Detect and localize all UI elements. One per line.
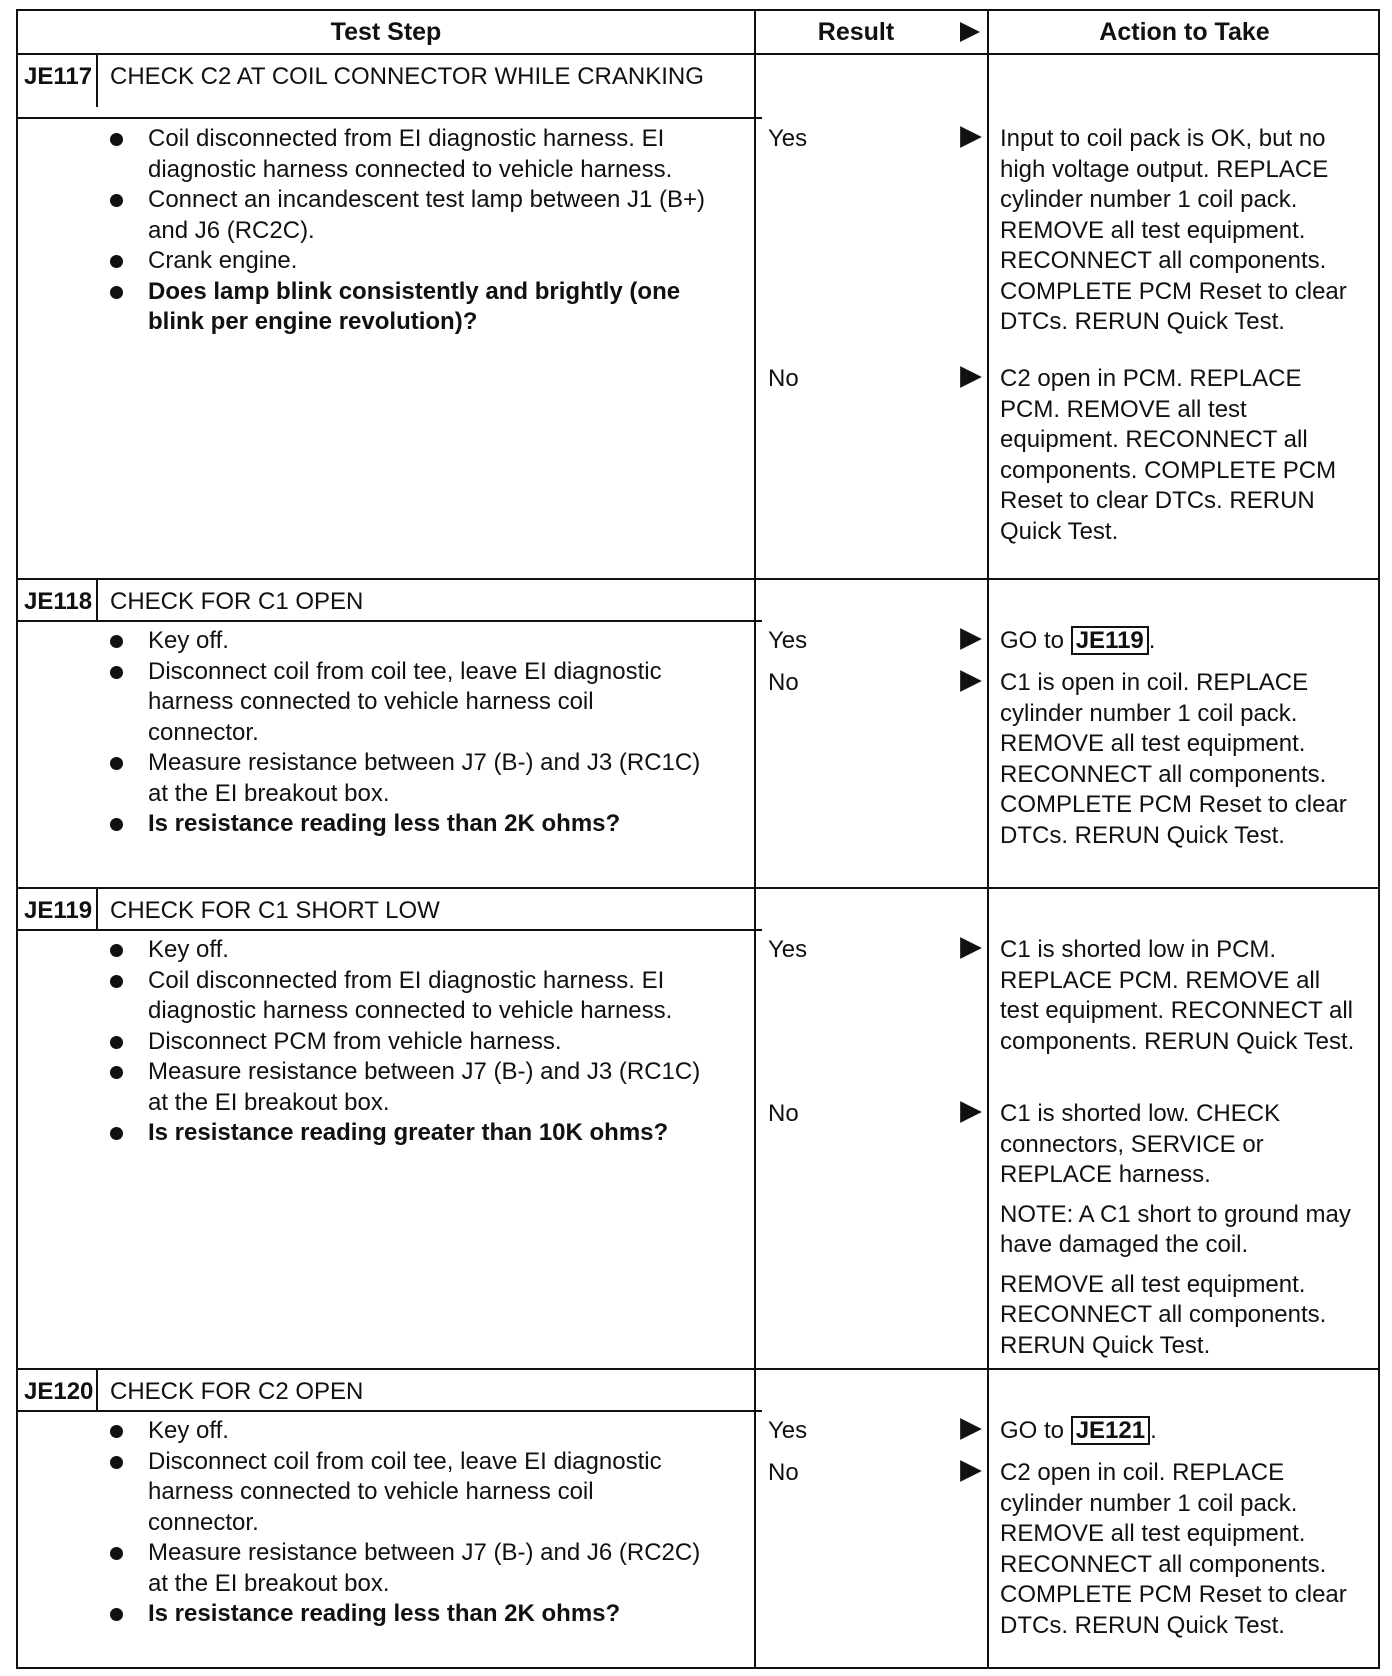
step-id: JE117 <box>18 55 98 107</box>
header-action: Action to Take <box>1099 18 1270 46</box>
arrow-right-icon <box>958 364 984 390</box>
step-instructions <box>106 626 706 840</box>
goto-link-je121[interactable]: JE121 <box>1071 1416 1150 1445</box>
action-text: C1 is shorted low. CHECK connectors, SERVICE or REPLACE harness. NOTE: A C1 short to ground may have damaged the coil. REMOVE all test equipment. RECONNECT all components. RERUN Quick Test. <box>1000 1100 1351 1359</box>
action-text: C1 is open in coil. REPLACE cylinder number 1 coil pack. REMOVE all test equipment. RECONNECT all components. COMPLETE PCM Reset to clear DTCs. RERUN Quick Test. <box>1000 669 1347 849</box>
step-id: JE119 <box>18 889 98 931</box>
instruction-question: Is resistance reading less than 2K ohms? <box>106 809 706 840</box>
result-label: No <box>768 1459 799 1486</box>
arrow-right-icon <box>958 1416 984 1442</box>
instruction-item: Disconnect coil from coil tee, leave EI diagnostic harness connected to vehicle harness coil connector. <box>106 657 706 749</box>
step-id: JE120 <box>18 1370 98 1412</box>
arrow-right-icon <box>958 935 984 961</box>
arrow-right-icon <box>958 1099 984 1125</box>
step-title: CHECK FOR C1 SHORT LOW <box>110 897 440 924</box>
instruction-item: Disconnect PCM from vehicle harness. <box>106 1027 706 1058</box>
action-text: C2 open in PCM. REPLACE PCM. REMOVE all test equipment. RECONNECT all components. COMPLETE PCM Reset to clear DTCs. RERUN Quick Test. <box>1000 365 1337 545</box>
instruction-item: Connect an incandescent test lamp between J1 (B+) and J6 (RC2C). <box>106 185 706 246</box>
instruction-item: Disconnect coil from coil tee, leave EI diagnostic harness connected to vehicle harness coil connector. <box>106 1447 706 1539</box>
action-text: GO to JE121 . <box>1000 1417 1157 1444</box>
instruction-item: Measure resistance between J7 (B-) and J3 (RC1C) at the EI breakout box. <box>106 1057 706 1118</box>
step-title: CHECK FOR C1 OPEN <box>110 588 364 615</box>
step-header <box>18 1370 762 1412</box>
header-test-step: Test Step <box>330 18 442 46</box>
column-divider <box>987 11 989 1667</box>
result-label: No <box>768 1100 799 1127</box>
arrow-right-icon <box>958 668 984 694</box>
step-id: JE118 <box>18 580 98 622</box>
result-label: Yes <box>768 936 808 963</box>
arrow-right-icon <box>958 124 984 150</box>
step-instructions <box>106 124 706 338</box>
step-header <box>18 55 762 107</box>
instruction-item: Key off. <box>106 1416 706 1447</box>
header-result: Result <box>817 18 895 46</box>
step-instructions <box>106 935 706 1149</box>
result-label: Yes <box>768 1417 808 1444</box>
arrow-right-icon <box>958 626 984 652</box>
instruction-question: Is resistance reading greater than 10K ohms? <box>106 1118 706 1149</box>
goto-link-je119[interactable]: JE119 <box>1071 626 1149 655</box>
instruction-item: Measure resistance between J7 (B-) and J3 (RC1C) at the EI breakout box. <box>106 748 706 809</box>
instruction-item: Coil disconnected from EI diagnostic harness. EI diagnostic harness connected to vehicle harness. <box>106 124 706 185</box>
step-header <box>18 580 762 622</box>
instruction-item: Crank engine. <box>106 246 706 277</box>
action-text: GO to JE119 . <box>1000 627 1156 654</box>
result-label: Yes <box>768 125 808 152</box>
arrow-right-icon <box>958 20 982 44</box>
arrow-right-icon <box>958 1458 984 1484</box>
instruction-question: Is resistance reading less than 2K ohms? <box>106 1599 706 1630</box>
instruction-item: Measure resistance between J7 (B-) and J6 (RC2C) at the EI breakout box. <box>106 1538 706 1599</box>
instruction-question: Does lamp blink consistently and brightly (one blink per engine revolution)? <box>106 277 706 338</box>
instruction-item: Coil disconnected from EI diagnostic harness. EI diagnostic harness connected to vehicle harness. <box>106 966 706 1027</box>
step-title: CHECK C2 AT COIL CONNECTOR WHILE CRANKING <box>110 63 704 90</box>
action-text: C1 is shorted low in PCM. REPLACE PCM. REMOVE all test equipment. RECONNECT all components. RERUN Quick Test. <box>1000 936 1355 1055</box>
column-divider <box>754 11 756 1667</box>
result-label: Yes <box>768 627 808 654</box>
step-title: CHECK FOR C2 OPEN <box>110 1378 364 1405</box>
step-instructions <box>106 1416 706 1630</box>
diagnostic-table <box>16 9 1380 1669</box>
action-text: Input to coil pack is OK, but no high voltage output. REPLACE cylinder number 1 coil pack. REMOVE all test equipment. RECONNECT all components. COMPLETE PCM Reset to clear DTCs. RERUN Quick Test. <box>1000 125 1347 335</box>
step-header <box>18 889 762 931</box>
action-text: C2 open in coil. REPLACE cylinder number 1 coil pack. REMOVE all test equipment. RECONNECT all components. COMPLETE PCM Reset to clear DTCs. RERUN Quick Test. <box>1000 1459 1347 1639</box>
instruction-item: Key off. <box>106 935 706 966</box>
result-label: No <box>768 669 799 696</box>
result-label: No <box>768 365 799 392</box>
instruction-item: Key off. <box>106 626 706 657</box>
